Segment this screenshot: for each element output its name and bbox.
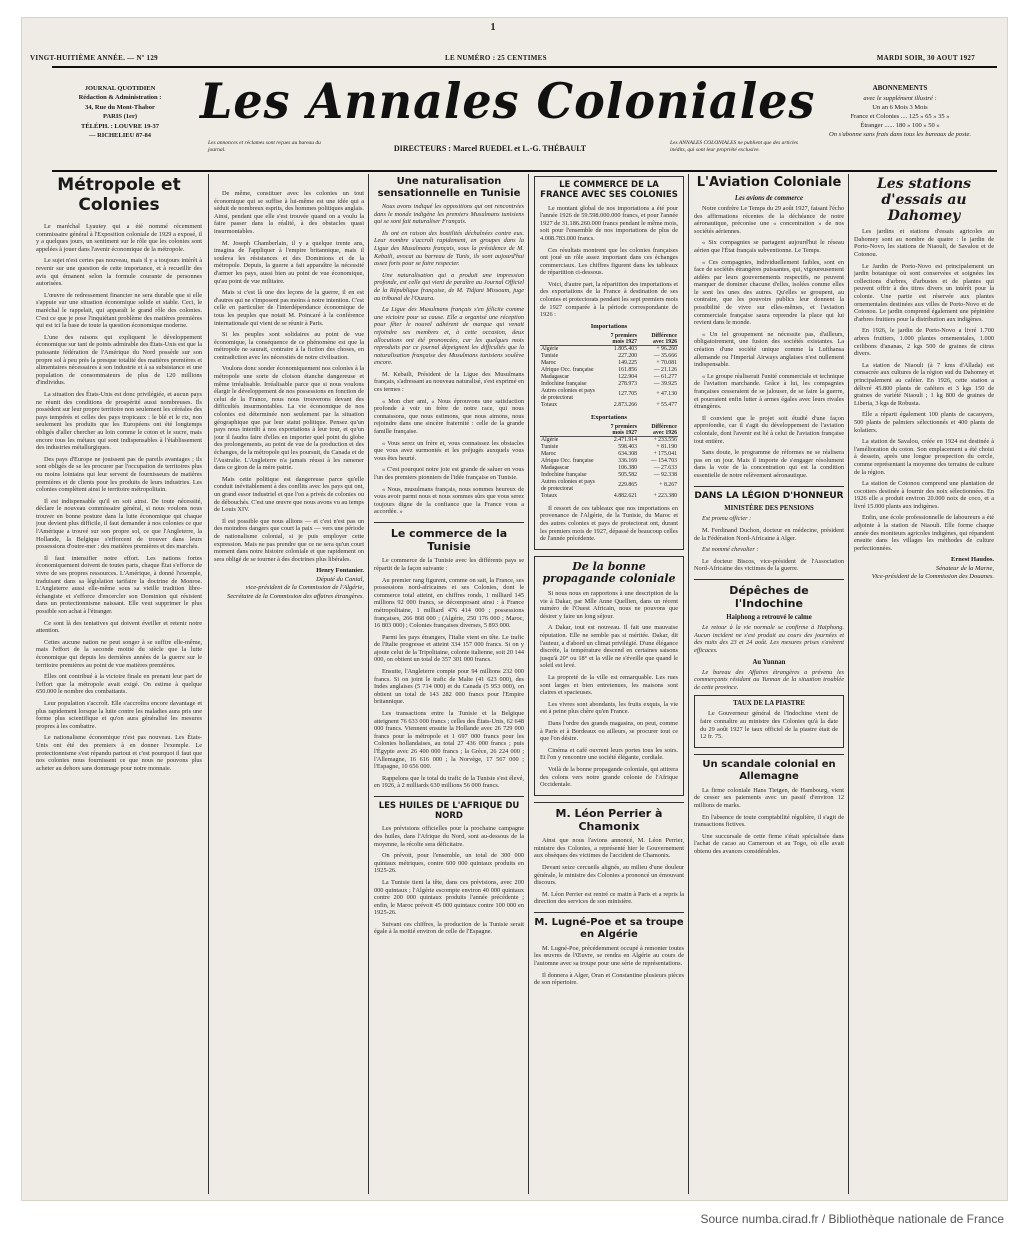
table-cell: + 8.267: [659, 482, 677, 489]
article-paragraph: Voici, d'autre part, la répartition des importations et des exportations de la France à destination de ses colonies et protectorats pendant les sept premiers mois de 1927 comparée à la période correspondante de 1926 :: [540, 280, 678, 319]
table-row: [540, 381, 678, 388]
table-header: [540, 333, 599, 346]
table-cell: — 39.925: [653, 380, 677, 387]
article-paragraph: Ce sont là des tentatives qui doivent éveiller et retenir notre attention.: [36, 619, 202, 635]
article-paragraph: Sans doute, le programme de réformes ne se réalisera pas en un jour. Mais il importe de s'engager résolument dans la voie de la concentration qui est la condition essentielle de notre relèvement aéronautique.: [694, 449, 844, 479]
article-paragraph: La Tunisie tient la tête, dans ces prévisions, avec 200 000 quintaux ; l'Algérie escompte environ 40 000 quintaux contre 200 000 quintaux produits l'année précédente ; enfin, le Maroc prévoit 45 000 quintaux contre 100 000 en 1925-26.: [374, 878, 524, 917]
subscription-subheading: avec le supplément illustré :: [863, 94, 937, 102]
table-cell: 106.380: [618, 464, 638, 471]
masthead-rule: [52, 170, 997, 172]
table-caption: Importations: [590, 322, 628, 330]
subscription-heading: ABONNEMENTS: [872, 84, 928, 92]
table-row-total: [540, 493, 678, 500]
table-cell: 1.805.403: [613, 345, 638, 352]
masthead-contact-block: [50, 84, 190, 141]
article-paragraph: Le retour à la vie normale se confirme à Haiphong. Aucun incident ne s'est produit au cours des journées et des nuits des 23 et 24 août. Les mesures prises s'avèrent efficaces.: [694, 624, 844, 655]
article-paragraph: Les transactions entre la Tunisie et la Belgique atteignent 76 633 000 francs ; celles des États-Unis, 62 648 000 francs. Viennent ensuite la Hollande avec 26 729 000 francs pour la métropole et 1 697 000 francs pour les Colonies hollandaises, au total 27 436 000 francs ; puis l'Égypte avec 26 400 000 francs ; la Grèce, 26 224 000 ; l'Allemagne, 16 616 000 ; la Norvège, 17 567 000 ; l'Espagne, 10 656 000.: [374, 710, 524, 771]
table-cell: — 154.703: [650, 457, 677, 464]
article-title: L'Aviation Coloniale: [696, 176, 842, 190]
article-paragraph: Le Gouverneur général de l'Indochine vient de faire connaître au ministre des Colonies qu'à la date du 29 août 1927 le taux officiel de la piastre était de 12 fr. 75.: [700, 710, 838, 741]
article-paragraph: La station de Savalou, créée en 1924 est destinée à l'amélioration du coton. Son emplacement a été choisi à dessein, après une longue prospection du cercle, comme représentant la moyenne des terrains de culture de la région.: [854, 438, 994, 476]
article-paragraph: La station de Niaouli (à 7 kms d'Allada) est consacrée aux cultures de la région sud du Dahomey et principalement au caféier. En 1926, cette station a délivré 45.800 plants de caféiers et 3 kgs 150 de graines de variété Niaouli ; 1 kg 800 de graines de Liberia, 3 kgs de Robusta.: [854, 361, 994, 407]
column-3: [374, 176, 524, 1194]
article-paragraph: La station de Cotonou comprend une plantation de cocotiers destinée à fournir des noix sélectionnées. En 1926 elle a produit environ 20.000 noix de coco, et a livré 15.000 plants aux indigènes.: [854, 480, 994, 510]
table-cell: 227.200: [618, 352, 638, 359]
table-cell: 505.582: [618, 471, 638, 478]
table-cell: Autres colonies et pays de protectorat: [541, 478, 595, 492]
table-cell: Indochine française: [541, 471, 587, 478]
masthead-line: TÉLÉPH. : LOUVRE 19-37: [80, 122, 159, 130]
exports-table: [540, 424, 678, 500]
table-row: [540, 458, 678, 465]
article-paragraph: « Nous, musulmans français, nous sommes heureux de vous avoir parmi nous et nous sommes sûrs que vous serez toujours digne de la confiance que la France vous a accordée. »: [374, 485, 524, 516]
article-paragraph: M. Kebaili, Président de la Ligue des Musulmans français, s'adressant au nouveau naturalisé, s'est exprimé en ces termes :: [374, 370, 524, 394]
section-title: LES HUILES DE L'AFRIQUE DU NORD: [374, 796, 524, 821]
masthead: [30, 74, 975, 166]
article-paragraph: Est promu officier :: [702, 515, 752, 523]
article-paragraph: Il donnera à Alger, Oran et Constantine plusieurs pièces de son répertoire.: [534, 971, 684, 987]
masthead-line: Rédaction & Administration :: [78, 94, 162, 102]
article-paragraph: Le bureau des Affaires étrangères a prévenu les commerçants résidant au Yunnan de la situation troublée de cette province.: [694, 668, 844, 691]
article-paragraph: Est nommé chevalier :: [702, 546, 759, 554]
table-row: [540, 472, 678, 479]
table-cell: 598.403: [618, 443, 638, 450]
article-paragraph: « Le groupe réaliserait l'unité commerciale et technique de l'aviation marchande. Grâce à lui, les compagnies françaises cesseraient de se jalouser, de se faire la guerre, et pourraient enfin lutter à armes égales avec leurs rivales étrangères.: [694, 372, 844, 411]
table-cell: Totaux: [541, 492, 558, 499]
table-cell: + 96.260: [656, 345, 677, 352]
article-paragraph: La propreté de la ville est remarquable. Les rues sont larges et bien entretenues, les maisons sont claires et spacieuses.: [540, 674, 678, 697]
table-row: [540, 436, 678, 444]
section-title: DANS LA LÉGION D'HONNEUR: [694, 486, 844, 502]
table-row: [540, 451, 678, 458]
piastre-box: [694, 695, 844, 747]
article-paragraph: Il convient que le projet soit étudié d'une façon approfondie, car il s'agit du développement de l'aviation coloniale, dont l'avenir est lié à celui de l'aviation française tout entière.: [694, 414, 844, 445]
table-cell: — 27.633: [653, 464, 677, 471]
article-paragraph: En 1926, le jardin de Porto-Novo a livré 1.700 arbres fruitiers, 1.000 plantes ornementales, 1.000 ceilibons d'ananas, 2 kgs 500 de graines de citrus divers.: [854, 327, 994, 358]
signature-name: Ernest Haudos.: [951, 556, 994, 564]
article-paragraph: Il faut intensifier notre effort. Les nations fortes économiquement doivent de toutes parts, chaque État s'efforce de vivre de ses propres ressources. L'Amérique, à donné l'exemple, traduisant dans sa législation tarifaire la doctrine de Monroe. L'Angleterre aussi elle-même sous sa vieille tradition libre-échangiste et s'efforce d'encercler son Dominion qui résistent dans un protectionnisme naissant. Elle veut supprimer le plus possible son achat à l'étranger.: [36, 554, 202, 615]
article-paragraph: Ainsi que nous l'avions annoncé, M. Léon Perrier, ministre des Colonies, a représenté hier le Gouvernement aux obsèques des victimes de l'accident de Chamonix.: [534, 837, 684, 860]
article-paragraph: Ils ont en raison des hostilités déchaînées contre eux. Leur nombre s'accroît rapidement, en groupes dans la Ligue des Musulmans français, sous la présidence de M. Kebaili, avocat au barreau de Tunis, ils sont aujourd'hui assez forts pour se faire respecter.: [374, 229, 524, 268]
table-cell: Afrique Occ. française: [541, 457, 594, 464]
table-cell: + 81.190: [656, 443, 677, 450]
article-signature: [854, 556, 994, 581]
table-cell: + 70.081: [656, 359, 677, 366]
table-header: [540, 424, 599, 437]
table-row-total: [540, 402, 678, 409]
section-title: Le commerce de la Tunisie: [374, 522, 524, 553]
article-paragraph: Les jardins et stations d'essais agricoles au Dahomey sont au nombre de quatre : le jardin de Porto-Novo, les stations de Niaouli, de Savalou et de Cotonou.: [854, 228, 994, 259]
article-paragraph: Le maréchal Lyautey qui a été nommé récemment commissaire général à l'Exposition coloniale de 1929 a exposé, il y a quelques jours, un sentiment sur le rôle que les colonies sont appelées à jouer dans l'avenir économique de la métropole.: [36, 223, 202, 253]
table-cell: — 35.666: [653, 352, 677, 359]
article-paragraph: Mais cette politique est dangereuse parce qu'elle conduit inévitablement à des conflits avec les pays qui ont, un grand essor industriel et que l'on a privés de colonies ou de débouchés. C'est une œuvre que nous avons vu au temps de Louis XIV.: [214, 475, 364, 514]
column-divider: [848, 174, 849, 1194]
table-cell: Autres colonies et pays de protectorat: [541, 387, 595, 401]
table-cell: — 92.338: [653, 471, 677, 478]
article-paragraph: « Six compagnies se partagent aujourd'hui le réseau aérien que l'État français subventionne. Le Temps.: [694, 239, 844, 254]
table-cell: + 47.130: [656, 391, 677, 398]
article-paragraph: Ensuite, l'Angleterre compte pour 94 millions 232 000 francs. Si on joint le trafic de Malte (41 623 000), des Indes anglaises (5 714 000) et du Canada (5 953 000), on obtient un total de 143 282 000 francs pour l'Empire britannique.: [374, 668, 524, 706]
table-cell: — 61.277: [653, 373, 677, 380]
article-paragraph: Si les peuples sont solidaires au point de vue économique, la conséquence de ce phénomène est que la métropole ne saurait, contraire à la fiction des choses, en contradiction avec les nécessités de notre civilisation.: [214, 331, 364, 361]
signature-line: Sénateur de la Marne,: [935, 564, 994, 572]
table-cell: 634.308: [618, 450, 638, 457]
issue-date: MARDI SOIR, 30 AOUT 1927: [876, 54, 975, 62]
table-header: 7 premiers mois 1927: [599, 333, 638, 346]
table-row: [540, 444, 678, 451]
article-paragraph: Il est possible que nous allions — et c'est n'est pas un des moindres dangers que court la paix — vers une période de nationalisme colonial, si je puis employer cette expression. Mais ne pas prendre que ce ne sera qu'un court moment dans notre histoire coloniale et que rapidement on sera obligé de se tourner à des doctrines plus libérales.: [214, 517, 364, 563]
table-cell: Totaux: [541, 401, 558, 408]
article-paragraph: M. Ferdinand Duchon, docteur en médecine, président de la Fédération Nord-Africaine à Alger.: [694, 526, 844, 542]
table-cell: Afrique Occ. française: [541, 366, 594, 373]
table-cell: 127.705: [618, 391, 638, 398]
table-header: 7 premiers mois 1927: [599, 424, 638, 437]
table-row: [540, 367, 678, 374]
article-paragraph: La firme coloniale Hans Tietgen, de Hambourg, vient de cesser ses paiements avec un passif d'environ 12 millions de marks.: [694, 786, 844, 809]
article-paragraph: Ces résultats montrent que les colonies françaises ont joué un rôle assez important dans ces échanges commerciaux. Les chiffres figurent dans les tableaux de répartition ci-dessous.: [540, 246, 678, 277]
article-title: LE COMMERCE DE LA FRANCE AVEC SES COLONIES: [540, 180, 678, 200]
article-paragraph: Le nationalisme économique n'est pas nouveau. Les États-Unis ont été des premiers à en donner l'exemple. Le protectionnisme s'est répandu partout et c'est pourquoi il faut que nos colonies nous fournissent ce que nous ne pouvons plus acheter au dehors sans dommage pour notre monnaie.: [36, 734, 202, 772]
table-header-row: [540, 424, 678, 437]
article-paragraph: Voilà de la bonne propagande coloniale, qui attirera des colons vers notre grande colonie de l'Afrique Occidentale.: [540, 765, 678, 789]
subscription-footer: On s'abonne sans frais dans tous les bureaux de poste.: [829, 131, 971, 139]
article-paragraph: Cinéma et café ouvrent leurs portes tous les soirs. Et l'on y rencontre une société élégante, cordiale.: [540, 746, 678, 762]
signature-name: Henry Fontanier.: [316, 567, 364, 575]
table-row: [540, 465, 678, 472]
article-paragraph: Voulons donc sonder économiquement nos colonies à la métropole une sorte de cloison étanche dangereuse et même irréalisable. Irréalisable parce que si nous voulons élargir le développement de nos possessions en fonction de celui de la France, nous nous trouverons devant des difficultés insurmontables. La vie économique de nos colonies est déterminée non seulement par la situation géographique que par leur statut politique. Pensez qu'un pays nous interdit à nos exportations à leur tour, et qu'un jour il faudra faire d'elles en importer quel point du globe des prolongements, au point de vue de la production et des échanges, de la métropole qui les poursuit, du Canada et de l'Australie. L'Angleterre n'a jamais réussi à les ramener dans ce giron de la mère patrie.: [214, 365, 364, 472]
table-cell: + 175.041: [653, 450, 677, 457]
subscription-block: [825, 84, 975, 139]
article-paragraph: « Ces compagnies, individuellement faibles, sont en face de sociétés étrangères puissantes, qui, vigoureusement aidées par leurs gouvernements respectifs, ne peuvent manquer de dominer chacune d'elles, isolées comme elles le sont les unes des autres. Qu'elles se groupent, au contraire, que les pouvoirs publics leur donnent la possibilité de vivre sur elles-mêmes, et l'aviation commerciale française saura reprendre la place qui lui revient dans le monde.: [694, 258, 844, 327]
column-2: [214, 190, 364, 1208]
table-row: [540, 479, 678, 493]
section-subtitle: MINISTÈRE DES PENSIONS: [724, 505, 814, 513]
article-paragraph: Il ressort de ces tableaux que nos importations en provenance de l'Algérie, de la Tunisie, du Maroc et des autres colonies et pays de protectorat ont, durant les premiers mois de 1927, dépassé de beaucoup celles de l'année précédente.: [540, 504, 678, 543]
signature-line: Député du Cantal,: [316, 575, 364, 583]
article-paragraph: Les prévisions officielles pour la prochaine campagne des huiles, dans l'Afrique du Nord, sont au-dessous de la moyenne, la récolte sera déficitaire.: [374, 825, 524, 848]
masthead-line: — RICHELIEU 87-84: [88, 132, 152, 140]
top-rule: [52, 66, 997, 68]
article-paragraph: Rappelons que le total du trafic de la Tunisie s'est élevé, en 1926, à 2 milliards 630 millions 56 000 francs.: [374, 774, 524, 790]
article-paragraph: A Dakar, tout est nouveau. Il fait une mauvaise réputation. Elle ne semble pas si méritée. Dakar, dit l'auteur, a d'abord un climat privilégié. D'une élégance discrète, la température descend en certaines saisons jusqu'à 20° ou 18° et la ville ne s'éveille que quand le soleil est levé.: [540, 624, 678, 670]
masthead-rights-note: Les ANNALES COLONIALES ne publient que des articles inédits, qui sont leur propriété exclusive.: [670, 140, 799, 154]
table-cell: — 21.126: [653, 366, 677, 373]
table-cell: Algérie: [541, 345, 559, 352]
article-paragraph: L'une des raisons qui expliquent le développement économique sur tant de points admirable des États-Unis est que la puissante fédération de l'Amérique du Nord possède sur son propre sol à peu près la presque totalité des matières premières et alimentaires nécessaires à son industrie et à sa subsistance et une population de consommateurs de plus de 120 millions d'individus.: [36, 333, 202, 387]
article-paragraph: Enfin, une école professionnelle de laboureurs a été adjointe à la station de Niaouli. Elle forme chaque année des moniteurs agricoles indigènes, qui répandent ensuite dans les villages les méthodes de culture perfectionnées.: [854, 514, 994, 552]
article-paragraph: Cettes aucune nation ne peut songer à se suffire elle-même, mais l'effort de la seconde moitié du siècle que la lutte économique qui depuis les dernières années de la guerre sur le territoire premières au point de vue matières premières.: [36, 638, 202, 669]
article-paragraph: En l'absence de toute comptabilité régulière, il s'agit de transactions fictives.: [694, 813, 844, 829]
masthead-directors: DIRECTEURS : Marcel RUEDEL et L.-G. THÉBAULT: [393, 144, 587, 153]
article-paragraph: On prévoit, pour l'ensemble, un total de 300 000 quintaux métriques, contre 600 000 quintaux produits en 1925-26.: [374, 852, 524, 875]
table-cell: 2.471.914: [613, 436, 638, 443]
newspaper-title: Les Annales Coloniales: [200, 72, 816, 130]
article-subtitle: Les avions de commerce: [734, 194, 804, 202]
subscription-periods: Un an 6 Mois 3 Mois: [872, 103, 928, 111]
issue-number: VINGT-HUITIÈME ANNÉE. — Nº 129: [30, 54, 158, 62]
subscription-row: Étranger ...... 180 » 100 » 50 »: [860, 122, 940, 130]
column-divider: [208, 174, 209, 1194]
article-paragraph: Nous avons indiqué les oppositions qui ont rencontrées dans le monde indigène les premiers Musulmans tunisiens qui se sont fait naturaliser Français.: [374, 203, 524, 226]
section-title: De la bonne propagande coloniale: [542, 559, 676, 586]
article-paragraph: Une naturalisation qui a produit une impression profonde, est celle qui vient de paraître au Journal Officiel de la République française, de M. Tidjani Missoum, juge au tribunal de l'Ouzara.: [374, 271, 524, 302]
article-paragraph: Les vivres sont abondants, les fruits exquis, la vie est à peine plus chère qu'en France.: [540, 700, 678, 716]
section-subtitle: Au Yunnan: [752, 658, 786, 666]
column-6: [854, 176, 994, 1194]
table-cell: 336.169: [618, 457, 638, 464]
column-divider: [368, 174, 369, 1194]
article-paragraph: Dans l'ordre des grands magasins, on peut, comme à Paris et à Bordeaux ou ailleurs, se procurer tout ce que l'on désire.: [540, 720, 678, 743]
signature-line: Vice-président de la Commission des Douanes.: [871, 573, 994, 581]
article-paragraph: Une succursale de cette firme s'était spécialisée dans l'achat de cacao au Cameroun et au Togo, où elle avait obtenu des avances considérables.: [694, 832, 844, 855]
table-cell: + 233.556: [653, 436, 677, 443]
table-cell: Maroc: [541, 450, 557, 457]
column-4: [534, 176, 684, 1194]
article-paragraph: M. Léon Perrier est rentré ce matin à Paris et a repris la direction des services de son ministère.: [534, 890, 684, 906]
article-paragraph: Suivant ces chiffres, la production de la Tunisie serait égale à la moitié environ de celle de l'Espagne.: [374, 920, 524, 936]
article-paragraph: « C'est pourquoi notre joie est grande de saluer en vous l'un des premiers pionniers de l'idée française en Tunisie.: [374, 466, 524, 481]
article-paragraph: Elle a réparti également 100 plants de cacaoyers, 500 plants de palmiers sélectionnés et 400 plants de kolatiers.: [854, 411, 994, 434]
imports-table: [540, 333, 678, 409]
section-title: Dépêches de l'Indochine: [694, 579, 844, 610]
article-paragraph: Elles ont contribué à la victoire finale en prenant leur part de l'effort que la métropole avait exigé. On estime à quelque 650.000 le nombre des combattants.: [36, 673, 202, 696]
box-title: TAUX DE LA PIASTRE: [733, 700, 805, 708]
table-cell: Madagascar: [541, 464, 570, 471]
signature-line: Secrétaire de la Commission des affaires étrangères.: [226, 592, 364, 600]
article-paragraph: Le Jardin de Porto-Novo est principalement un jardin botanique où sont conservées et soignées les collections d'arbres, d'arbustes et de plantes qui peuvent offrir à des titres divers un intérêt pour la colonie. Une partie est réservée aux plantes ornementales destinées aux villes de Porto-Novo et de Cotonou. Le jardin comprend également une pépinière d'arbres fruitiers pour la distribution aux indigènes.: [854, 262, 994, 323]
article-title: Une naturalisation sensationnelle en Tunisie: [377, 176, 521, 199]
masthead-ads-note: Les annonces et réclames sont reçues au bureau du journal.: [208, 140, 321, 154]
table-row: [540, 345, 678, 353]
article-paragraph: Le commerce de la Tunisie avec les différents pays se répartit de la façon suivante :: [374, 557, 524, 572]
article-paragraph: M. Lugné-Poe, précédemment occupé à remonter toutes les œuvres de l'Œuvre, se rendra en Algérie au cours de l'automne avec sa troupe pour une série de représentations.: [534, 944, 684, 968]
article-paragraph: Le montant global de nos importations a été pour l'année 1926 de 59.598.000.000 francs, et pour l'année 1927 de 31.186.260.000 francs pendant le même mois, soit pour l'ensemble de nos importations de plus de 4.008.783.000 francs.: [540, 204, 678, 242]
section-subtitle: Haiphong a retrouvé le calme: [726, 614, 812, 622]
table-cell: Algérie: [541, 436, 559, 443]
table-row: [540, 353, 678, 360]
propaganda-box: [534, 556, 684, 796]
article-paragraph: Il est indispensable qu'il en soit ainsi. De toute nécessité, déclare le nouveau commissaire général, si nous voulons nous trouver en bonne posture dans la lutte économique qui chaque jour devient plus difficile, il faut demander à nos colonies ce que l'Amérique a trouvé sur son propre sol, ce que l'Angleterre, la Hollande, la Belgique s'efforcent de trouver dans leurs possessions d'outre-mer : des matières premières et des marchés.: [36, 497, 202, 551]
article-paragraph: M. Joseph Chamberlain, il y a quelque trente ans, imagina de l'appliquer à l'empire britannique, mais il souleva les résistances et des Dominions et de la métropole. Depuis, la guerre a fait apparaître la nécessité d'armer les pays, aussi bien au point de vue économique, qu'au point de vue militaire.: [214, 239, 364, 285]
table-cell: 149.225: [618, 359, 638, 366]
issue-price: LE NUMÉRO : 25 CENTIMES: [445, 54, 547, 62]
table-cell: Tunisie: [541, 352, 559, 359]
article-title: Les stations d'essais au Dahomey: [876, 176, 972, 225]
table-cell: Indochine française: [541, 380, 587, 387]
table-row: [540, 374, 678, 381]
article-signature: [214, 567, 364, 601]
table-cell: Maroc: [541, 359, 557, 366]
table-header: Différence avec 1926: [638, 333, 678, 346]
article-paragraph: Parmi les pays étrangers, l'Italie vient en tête. Le trafic de l'Italie progresse et atteint 334 157 000 francs. Si on y ajoute celui de la Tripolitaine, colonie italienne, soit 20 144 000, on obtient un total de 357 301 000 francs.: [374, 633, 524, 664]
section-title: Un scandale colonial en Allemagne: [694, 754, 844, 783]
table-header-row: [540, 333, 678, 346]
source-credit: Source numba.cirad.fr / Bibliothèque nationale de France: [700, 1212, 1004, 1226]
column-5: [694, 176, 844, 1194]
table-cell: 122.904: [618, 373, 638, 380]
article-paragraph: Leur population s'accroît. Elle s'accroîtra encore davantage et plus rapidement lorsque la lutte contre les maladies aura pris une forme plus scientifique et qu'on aura généralisé les mesures propres à les combattre.: [36, 699, 202, 730]
article-paragraph: Notre confrère Le Temps du 29 août 1927, faisant l'écho des affirmations récentes de la déchéance de notre aéronautique, préconise une « concentration » de nos sociétés aériennes.: [694, 204, 844, 235]
table-row: [540, 388, 678, 402]
article-paragraph: Si nous nous en rapportons à une description de la vie à Dakar, par Mlle Anne Quellien, dans un récent numéro de l'Ouest Africain, nous ne pouvons que désirer y faire un long séjour.: [540, 590, 678, 620]
table-cell: + 55.477: [656, 401, 677, 408]
article-title: Métropole et Colonies: [57, 176, 181, 215]
page-mark: 1: [490, 22, 496, 33]
article-paragraph: La Ligue des Musulmans français s'en félicite comme une victoire pour sa cause. Elle a organisé une réception pour fêter le nouvel adhérent de marque qui venait rejoindre ses membres et, à cette occasion, deux allocutions ont été prononcées, car les quelques mots reproduits par ce journal dépeignent les difficultés que la naturalisation française des Musulmans tunisiens soulève encore.: [374, 306, 524, 367]
column-divider: [688, 174, 689, 1194]
column-1: [36, 176, 202, 1194]
table-row: [540, 360, 678, 367]
masthead-line: PARIS (1er): [103, 113, 137, 121]
article-paragraph: Des pays d'Europe ne jouissent pas de pareils avantages ; ils sont obligés de se les procurer par l'occupation de territoires plus ou moins lointains qui leur servent de fournisseurs de matières premières et de clients pour les produits de leurs industries. Les colonies complètent ainsi le territoire métropolitain.: [36, 455, 202, 494]
article-paragraph: « Mon cher ami, « Nous éprouvons une satisfaction profonde à voir un frère de notre race, qui nous connaissons, que nous estimons, que nous aimons, nous rejoindre dans une sincère fraternité : celle de la grande famille française.: [374, 397, 524, 436]
article-paragraph: Au premier rang figurent, comme on sait, la France, ses possessions nord-africaines et ses Colonies, dont le commerce total atteint, en chiffres ronds, 1 milliard 145 millions 92 000 francs, se décomposant ainsi : à France métropolitaine, 1 milliard 476 414 000 ; possessions françaises, 266 868 000 ; (Algérie, 250 176 000 ; Maroc, 16 803 000) ; Colonies françaises diverses, 5 893 000.: [374, 576, 524, 630]
article-paragraph: Le sujet n'est certes pas nouveau, mais il y a toujours intérêt à revenir sur une question de cette importance, et à recueillir des avis qui émanent selon la formule courante de personnes autorisées.: [36, 257, 202, 288]
commerce-box: [534, 176, 684, 550]
article-paragraph: La situation des États-Unis est donc privilégiée, et aucun pays ne réunit des conditions de prospérité aussi nombreuses. Ils possèdent sur leur propre territoire non seulement les céréales des pays tempérés et celles des pays tropicaux : le blé et le riz, non seulement les produits que les Européens ont été longtemps obligés d'aller chercher au loin comme le coton et le sucre, mais encore tous les métaux qui sont indispensables à l'établissement des industries métallurgiques.: [36, 390, 202, 452]
masthead-line: JOURNAL QUOTIDIEN: [84, 85, 156, 92]
table-header: Différence avec 1926: [638, 424, 678, 437]
section-title: M. Lugné-Poe et sa troupe en Algérie: [534, 912, 684, 941]
column-divider: [528, 174, 529, 1194]
article-paragraph: De même, constituer avec les colonies un tout économique qui se suffise à lui-même est une idée qui a séduit de nombreux esprits, des hommes politiques anglais. Ainsi, pendant que elle s'est trouvée quand on a voulu la faire passer dans la réalité, à des obstacles quasi insurmontables.: [214, 190, 364, 235]
article-paragraph: « Vous serez un frère et, vous connaissez les obstacles que vous avez surmontés et les préjugés auxquels vous vous êtes heurté.: [374, 439, 524, 462]
table-cell: 278.973: [618, 380, 638, 387]
table-cell: 2.873.266: [613, 401, 638, 408]
table-cell: 4.882.621: [613, 492, 638, 499]
table-cell: Madagascar: [541, 373, 570, 380]
table-cell: 161.856: [618, 366, 638, 373]
article-paragraph: Le docteur Biscos, vice-président de l'Association Nord-Africaine des victimes de la guerre.: [694, 557, 844, 573]
subscription-row: France et Colonies .... 125 » 65 » 35 »: [850, 112, 950, 120]
article-paragraph: « Un tel groupement ne nécessite pas, d'ailleurs, obligatoirement, une fusion des sociétés existantes. La création d'une société unique comme la Lufthansa allemande ou l'Imperial Airways anglaises n'est nullement indispensable.: [694, 330, 844, 369]
section-title: M. Léon Perrier à Chamonix: [534, 802, 684, 833]
table-cell: Tunisie: [541, 443, 559, 450]
article-paragraph: L'œuvre de redressement financier ne sera durable que si elle s'appuie sur une situation économique solide et stable. Ceci, le maréchal le rappelait, qui apparaît le grand rôle des colonies. C'est ce que je pose l'inquiétant problème des matières premières qui est ici la base de toute la question économique moderne.: [36, 291, 202, 330]
table-cell: + 223.380: [653, 492, 677, 499]
signature-line: vice-président de la Commission de l'Algérie,: [245, 584, 364, 592]
table-cell: 229.865: [618, 482, 638, 489]
article-paragraph: Devant seize cercueils alignés, au milieu d'une douleur générale, le ministre des Colonies a prononcé un émouvant discours.: [534, 863, 684, 887]
table-caption: Exportations: [590, 413, 628, 421]
article-paragraph: Mais si c'est là une des leçons de la guerre, il en est d'autres qui ne s'imposent pas moins à notre intention. C'est celle en particulier de l'interdépendance économique de tous les peuples que notait M. Poincaré à la conférence internationale qui vient de se réunir à Paris.: [214, 289, 364, 327]
masthead-line: 34, Rue du Mont-Thabor: [85, 103, 155, 111]
